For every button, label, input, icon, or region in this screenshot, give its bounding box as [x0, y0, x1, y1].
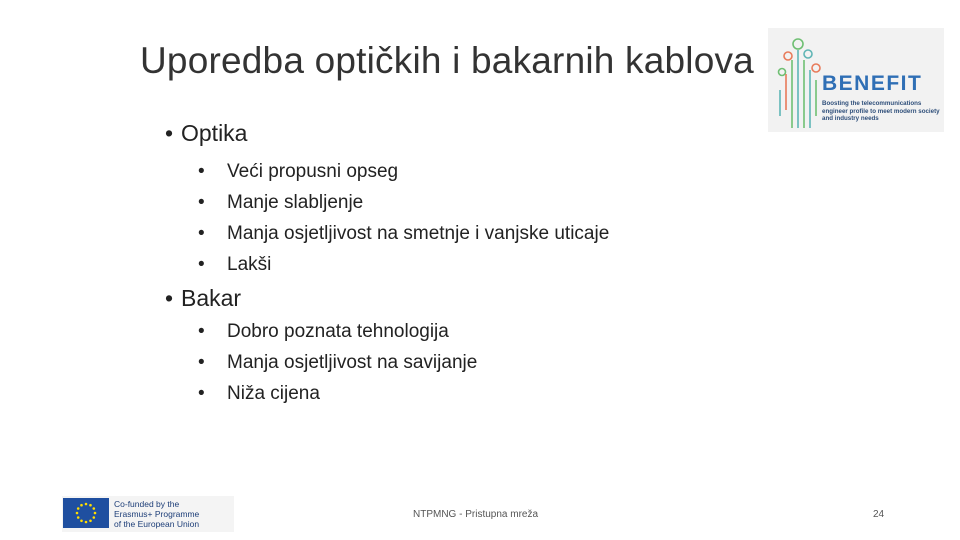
eu-stars-icon: [63, 498, 109, 528]
eu-text-line: of the European Union: [114, 519, 200, 529]
section-heading-label: Bakar: [181, 285, 242, 311]
logo-tagline: Boosting the telecommunications engineer profile to meet modern society and industry needs: [822, 100, 940, 122]
list-item: [198, 187, 609, 218]
section-bakar: [165, 285, 477, 409]
eu-text-line: Co-funded by the: [114, 499, 180, 509]
bullet: •: [198, 192, 205, 213]
eu-text: [114, 499, 199, 529]
page-number: 24: [873, 509, 885, 520]
bullet: •: [198, 352, 205, 373]
bullet: •: [165, 285, 174, 311]
section-heading: [165, 120, 609, 147]
section-heading: [165, 285, 477, 312]
bullet: •: [198, 254, 205, 275]
list-item: [198, 249, 609, 280]
slide-title: Uporedba optičkih i bakarnih kablova: [140, 40, 754, 81]
bullet: •: [198, 383, 205, 404]
bullet: •: [198, 161, 205, 182]
bullet-list: [198, 156, 609, 280]
list-item-text: Manja osjetljivost na smetnje i vanjske uticaje: [227, 223, 610, 244]
list-item: [198, 378, 477, 409]
list-item: [198, 218, 609, 249]
list-item-text: Manje slabljenje: [227, 192, 364, 213]
list-item-text: Veći propusni opseg: [227, 161, 399, 182]
eu-cofunding-badge: [62, 496, 234, 532]
circuit-tree-icon: [774, 30, 824, 130]
list-item-text: Manja osjetljivost na savijanje: [227, 352, 478, 373]
eu-flag-icon: [63, 498, 109, 528]
bullet-list: [198, 316, 477, 409]
list-item-text: Lakši: [227, 254, 272, 275]
section-heading-label: Optika: [181, 120, 248, 146]
list-item-text: Dobro poznata tehnologija: [227, 321, 449, 342]
bullet: •: [198, 223, 205, 244]
benefit-logo: [768, 28, 944, 132]
bullet: •: [198, 321, 205, 342]
logo-name: BENEFIT: [822, 72, 923, 95]
footer-text: NTPMNG - Pristupna mreža: [413, 509, 539, 520]
list-item-text: Niža cijena: [227, 383, 320, 404]
eu-text-line: Erasmus+ Programme: [114, 509, 200, 519]
bullet: •: [165, 120, 174, 146]
list-item: [198, 316, 477, 347]
list-item: [198, 156, 609, 187]
section-optika: [165, 120, 609, 280]
list-item: [198, 347, 477, 378]
